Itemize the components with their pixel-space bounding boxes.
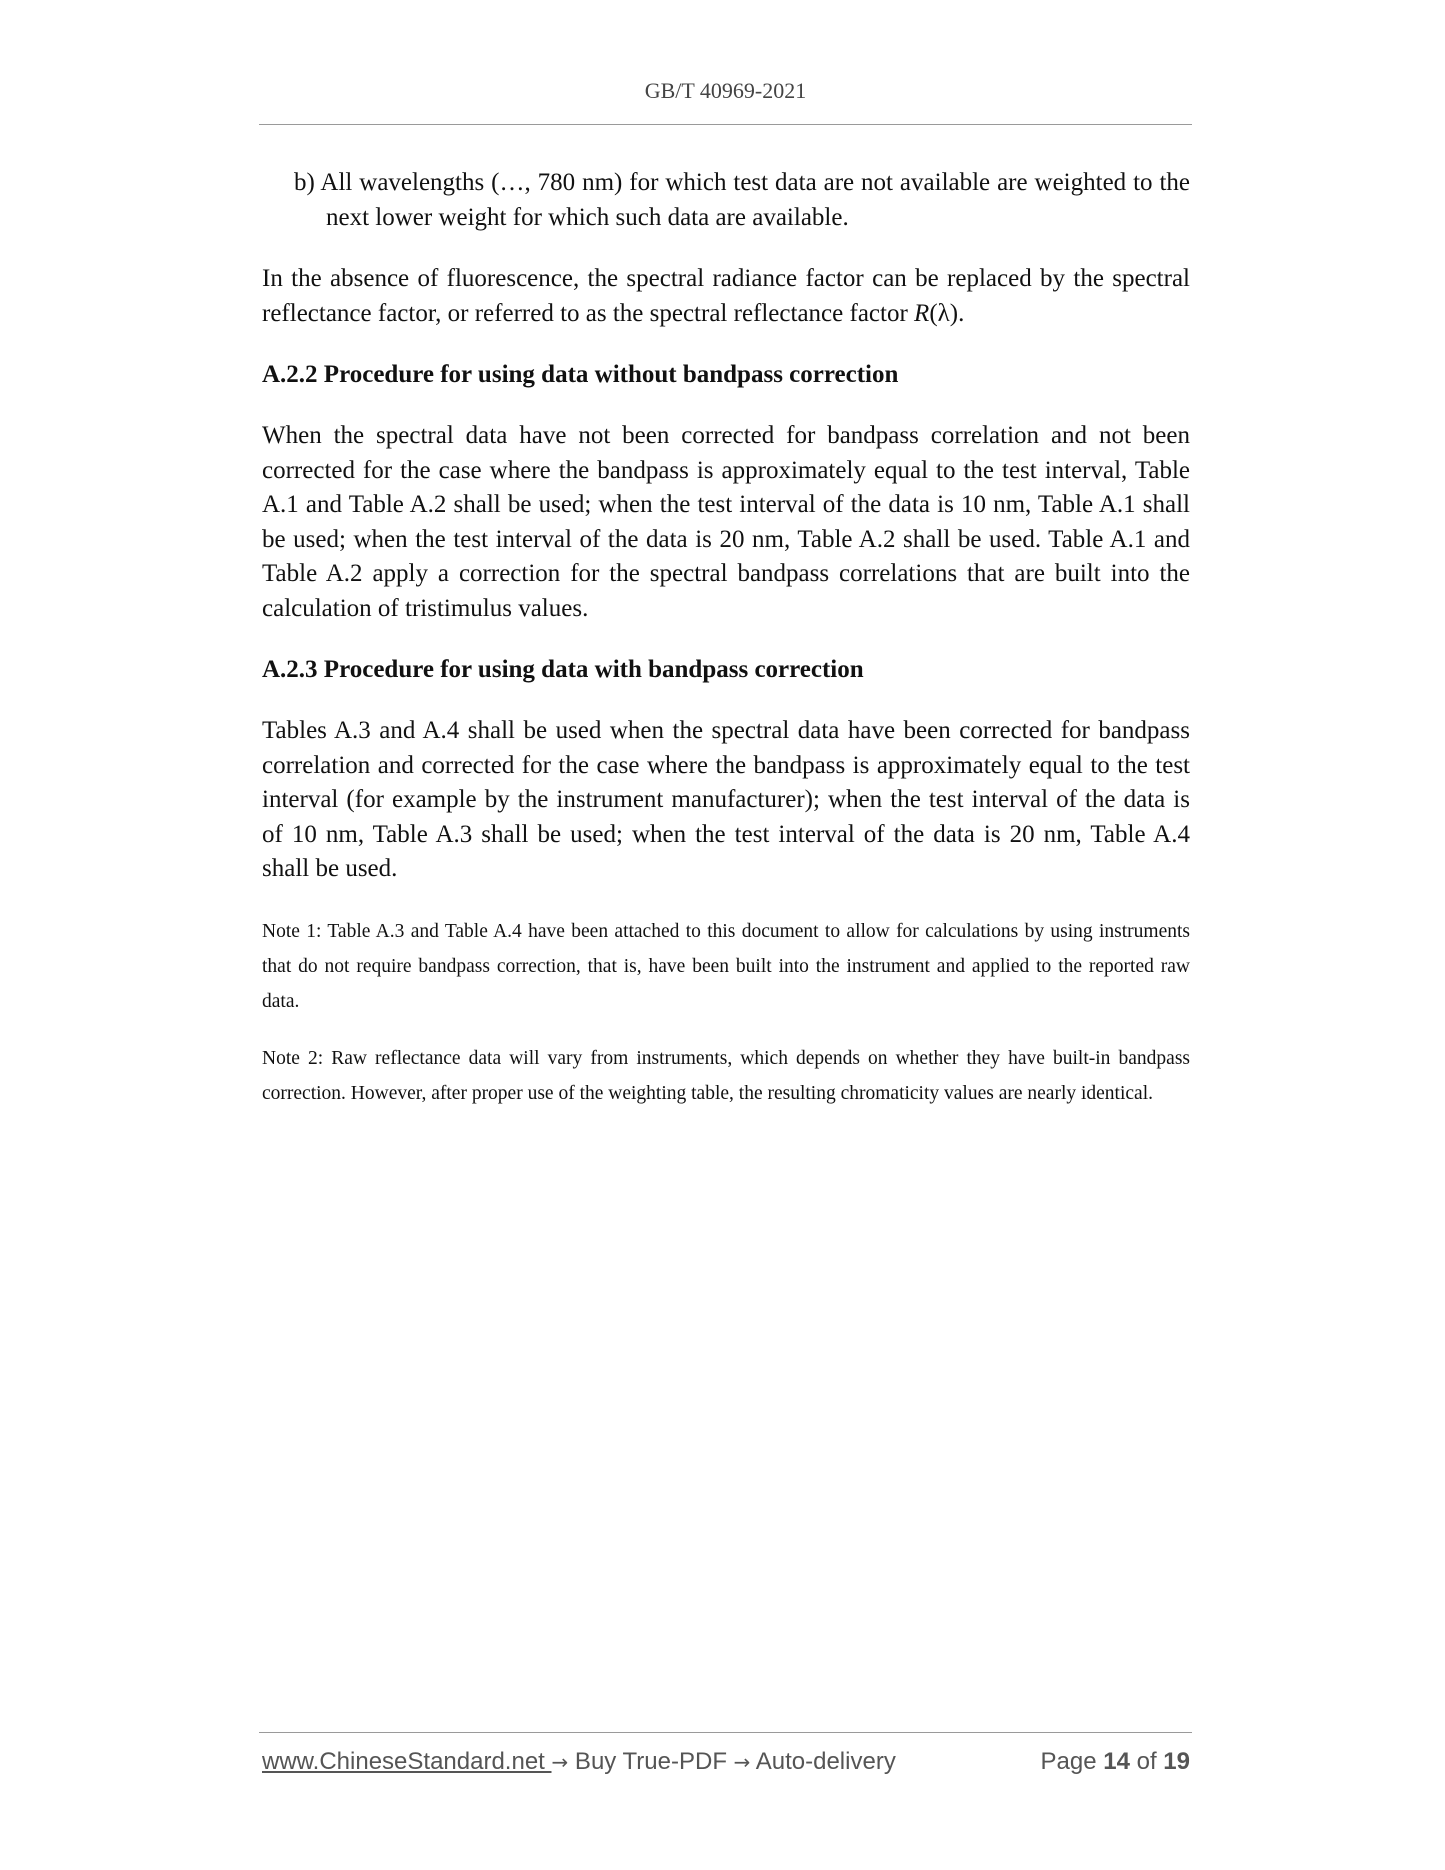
footer-promo: [262, 1748, 896, 1776]
reflectance-symbol: R: [914, 299, 930, 327]
current-page: 14: [1103, 1748, 1130, 1775]
section-heading-a23: A.2.3 Procedure for using data with bandpass correction: [262, 656, 864, 683]
section-heading-a22: A.2.2 Procedure for using data without bandpass correction: [262, 361, 899, 388]
list-item-b-label: b): [294, 169, 315, 196]
header-divider: [259, 124, 1192, 125]
paragraph-fluorescence-text: In the absence of fluorescence, the spectral radiance factor can be replaced by the spectral reflectance factor, or referred to as the spectral reflectance factor: [262, 265, 1190, 327]
arrow-right-icon: →: [733, 1750, 751, 1774]
total-pages: 19: [1163, 1748, 1190, 1775]
buy-true-pdf-text: Buy True-PDF: [568, 1748, 734, 1775]
note-1: Note 1: Table A.3 and Table A.4 have been attached to this document to allow for calculations by using instruments that do not require bandpass correction, that is, have been built into the instrument and applied to the reported raw data.: [262, 920, 1190, 1012]
note-2: Note 2: Raw reflectance data will vary from instruments, which depends on whether they have built-in bandpass correction. However, after proper use of the weighting table, the resulting chromaticity values are nearly identical.: [262, 1047, 1190, 1104]
page-number: [1041, 1748, 1190, 1776]
paragraph-fluorescence: [262, 262, 1190, 331]
page-content: [262, 166, 1190, 1133]
page-label: Page: [1040, 1748, 1104, 1775]
paragraph-a23: Tables A.3 and A.4 shall be used when the spectral data have been corrected for bandpass correlation and corrected for the case where the bandpass is approximately equal to the test interval (for example by the instrument manufacturer); when the test interval of the data is of 10 nm, Table A.3 shall be used; when the test interval of the data is 20 nm, Table A.4 shall be used.: [262, 717, 1190, 882]
reflectance-symbol-arg: (λ).: [929, 299, 965, 327]
website-link[interactable]: www.ChineseStandard.net: [262, 1748, 552, 1775]
auto-delivery-text: Auto-delivery: [750, 1748, 896, 1775]
arrow-right-icon: →: [551, 1750, 569, 1774]
page-of-label: of: [1129, 1748, 1164, 1775]
paragraph-a22: When the spectral data have not been corrected for bandpass correlation and not been corrected for the case where the bandpass is approximately equal to the test interval, Table A.1 and Table A.2 shall be used; when the test interval of the data is 10 nm, Table A.1 shall be used; when the test interval of the data is 20 nm, Table A.2 shall be used. Table A.1 and Table A.2 apply a correction for the spectral bandpass correlations that are built into the calculation of tristimulus values.: [262, 422, 1190, 622]
footer-divider: [259, 1732, 1192, 1733]
list-item-b: [294, 166, 1190, 235]
list-item-b-text: All wavelengths (…, 780 nm) for which test data are not available are weighted to the next lower weight for which such data are available.: [320, 169, 1191, 231]
document-header-id: GB/T 40969-2021: [644, 78, 807, 103]
